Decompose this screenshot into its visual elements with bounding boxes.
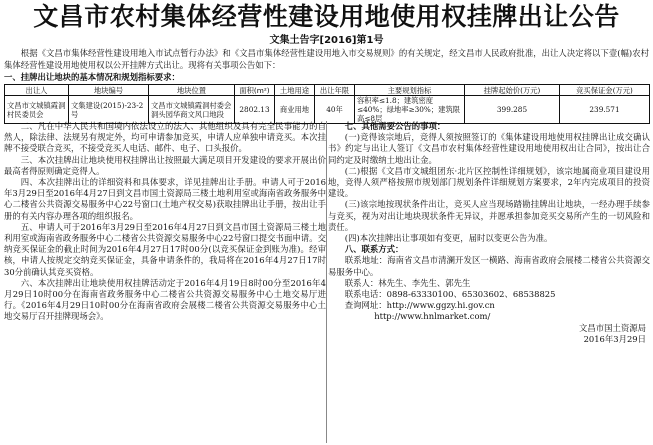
contact-address: 联系地址：海南省文昌市清澜开发区一横路、海南省政府会展楼二楼省公共资源交易服务中心。 (328, 255, 650, 277)
contact-persons: 联系人：林先生、李先生、郭先生 (344, 277, 471, 288)
cell-term: 40年 (315, 96, 355, 124)
section-heading-8: 八、联系方式： (344, 244, 404, 255)
item-7-2: (二)根据《文昌市文城组团东·北片区控制性详细规划》，该宗地属商业项目建设用地，竞得人须严格按照市规划部门规划条件详细规划方案要求，2年内完成项目的投资建设。 (328, 165, 650, 199)
header-seller: 出让人 (5, 85, 69, 96)
header-location: 地块位置 (149, 85, 235, 96)
item-7-3: (三)该宗地按现状条件出让，竞买人应当现场踏勘挂牌出让地块，一经办理手续参与竞买，视为对出让地块现状条件无异议，并愿承担参加竞买交易所产生的一切风险和责任。 (328, 199, 650, 232)
signature-org: 文昌市国土资源局 (579, 322, 646, 333)
query-website-2[interactable]: http://www.hnlmarket.com/ (374, 311, 491, 322)
paragraph-3: 三、本次挂牌出让地块使用权挂牌出让按照最大满足项目开发建设的要求开展出价最高者得原则确定竞得人。 (4, 154, 326, 176)
notice-title: 文昌市农村集体经营性建设用地使用权挂牌出让公告 (33, 2, 620, 31)
header-use: 土地用途 (275, 85, 315, 96)
column-divider (326, 121, 327, 443)
header-indicators: 主要规划指标 (355, 85, 465, 96)
item-7-1: (一)竞得该宗地后，竞得人须按照签订的《集体建设用地使用权挂牌出让成交确认书》约定与出让人签订《文昌市农村集体经营性建设用地使用权出让合同》，按出让合同约定及时缴纳土地出让金。 (328, 132, 650, 165)
table-row (5, 96, 650, 124)
paragraph-4: 四、本次挂牌出让的详细资料和具体要求，详见挂牌出让手册。申请人可于2016年3月29日至2016年4月27日到文昌市国土资源局三楼土地利用室或海南省政务服务中心二楼省公共资源交易服务中心22号窗口(土地产权交易)获取挂牌出让手册，按出让手册的有关内容办理各项的组织报名。 (4, 177, 326, 221)
cell-location: 文昌市文城镇霞洞村委会洞头园华商文风口地段 (149, 96, 235, 124)
cell-area: 2802.13 (235, 96, 275, 124)
item-7-4: (四)本次挂牌出让事项如有变更，届时以变更公告为准。 (344, 233, 553, 244)
cell-indicators: 容积率≤1.8；建筑密度≤40%；绿地率≥30%；建筑限高≤8层 (355, 96, 465, 124)
header-start-price: 挂牌起始价(万元) (465, 85, 560, 96)
cell-use: 商业用地 (275, 96, 315, 124)
paragraph-5: 五、申请人可于2016年3月29日至2016年4月27日到文昌市国土资源局三楼土地利用室或海南省政务服务中心二楼省公共资源交易服务中心22号窗口提交书面申请。交纳竞买保证金的截止时间为2016年4月27日17时00分(以竞买保证金到账为准)。经审核，申请人按规定交纳竞买保证金，具备申请条件的，我局将在2016年4月27日17时30分前确认其竞买资格。 (4, 221, 326, 277)
paragraph-6: 六、本次挂牌出让地块使用权挂牌活动定于2016年4月19日8时00分至2016年4月29日10时00分在海南省政务服务中心二楼省公共资源交易服务中心土地交易厅进行。《2016年4月29日10时00分在海南省政府会展楼二楼省公共资源交易服务中心土地交易厅召开挂牌现场会》。 (4, 277, 326, 322)
cell-seller: 文昌市文城镇霞洞村民委员会 (5, 96, 69, 124)
parcel-table (4, 84, 650, 124)
header-deposit: 竞买保证金(万元) (560, 85, 650, 96)
left-column (4, 121, 326, 443)
table-header-row (5, 85, 650, 96)
header-parcel-id: 地块编号 (69, 85, 149, 96)
cell-start-price: 399.285 (465, 96, 560, 124)
cell-deposit: 239.571 (560, 96, 650, 124)
section-heading-1: 一、挂牌出让地块的基本情况和规划指标要求： (4, 72, 180, 82)
document-number: 文集土告字[2016]第1号 (269, 35, 384, 46)
right-column (328, 121, 650, 443)
paragraph-2: 二、凡在中华人民共和国境内依法设立的法人、其他组织及具有完全民事能力的自然人，除法律、法规另有规定外，均可申请参加竞买，申请人应单独申请竞买。本次挂牌不接受联合竞买，不接受竞买人电话、邮件、电子、口头报价。 (4, 121, 326, 154)
header-term: 出让年限 (315, 85, 355, 96)
header-area: 面积(m²) (235, 85, 275, 96)
section-heading-7: 七、其他需要公告的事项： (344, 121, 446, 131)
signature-date: 2016年3月29日 (583, 333, 646, 344)
query-website-1[interactable]: 查询网址：http://www.ggzy.hi.gov.cn (344, 300, 495, 311)
cell-parcel-id: 文集建设(2015)-23-2号 (69, 96, 149, 124)
intro-paragraph: 根据《文昌市集体经营性建设用地入市试点暂行办法》和《文昌市集体经营性建设用地入市交易规则》的有关规定，经文昌市人民政府批准，出让人决定将以下壹(幅)农村集体经营性建设用地使用权以公开挂牌方式出让。现将有关事项公告如下： (4, 48, 649, 70)
contact-phone: 联系电话：0898-63330100、65303602、68538825 (344, 289, 556, 300)
